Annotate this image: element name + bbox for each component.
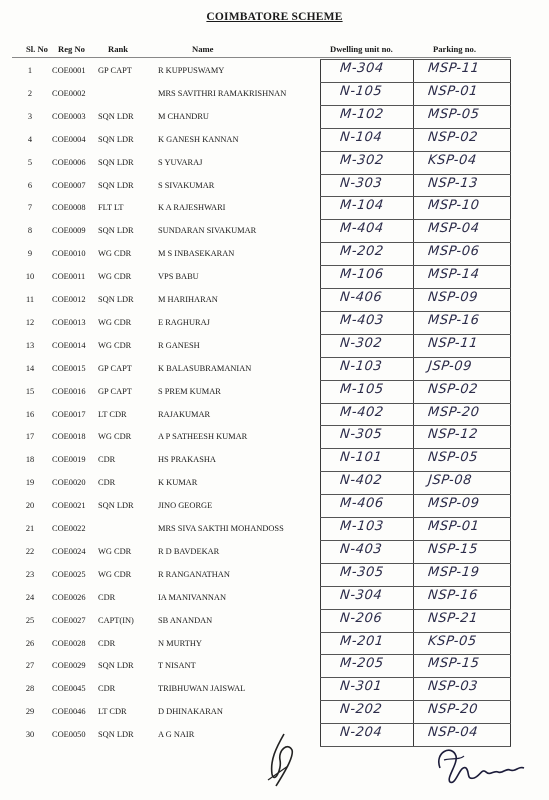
row-reg-no: COE0003 <box>52 111 86 121</box>
row-parking-no: KSP-05 <box>427 633 478 649</box>
row-reg-no: COE0025 <box>52 569 86 579</box>
row-sl-no: 22 <box>25 546 35 556</box>
row-rule <box>320 471 511 472</box>
table-row <box>0 311 549 334</box>
row-sl-no: 8 <box>27 226 33 236</box>
row-dwelling-unit: M-201 <box>339 633 385 649</box>
row-sl-no: 16 <box>25 409 35 419</box>
row-reg-no: COE0013 <box>52 317 86 327</box>
row-parking-no: NSP-11 <box>427 335 479 351</box>
row-rule <box>320 563 511 564</box>
row-parking-no: NSP-03 <box>427 679 479 695</box>
header-parking: Parking no. <box>433 44 476 54</box>
row-name: N MURTHY <box>158 638 202 648</box>
table-row <box>0 265 549 288</box>
row-rule <box>320 82 511 83</box>
row-sl-no: 18 <box>25 455 35 465</box>
row-dwelling-unit: N-206 <box>339 610 384 626</box>
row-rank: WG CDR <box>98 340 132 350</box>
row-sl-no: 28 <box>25 684 35 694</box>
row-name: HS PRAKASHA <box>158 455 216 465</box>
page-title: COIMBATORE SCHEME <box>206 11 343 23</box>
table-header <box>0 44 549 58</box>
table-row <box>0 403 549 426</box>
row-name: IA MANIVANNAN <box>158 592 227 602</box>
row-dwelling-unit: M-406 <box>339 496 385 512</box>
row-dwelling-unit: N-105 <box>339 83 384 99</box>
row-rule <box>320 448 511 449</box>
row-dwelling-unit: M-105 <box>339 381 385 397</box>
row-rank: LT CDR <box>98 409 127 419</box>
row-reg-no: COE0001 <box>52 66 86 75</box>
row-parking-no: NSP-09 <box>427 290 479 305</box>
row-name: R KUPPUSWAMY <box>158 66 225 75</box>
row-reg-no: COE0017 <box>52 409 86 419</box>
row-dwelling-unit: M-302 <box>339 152 385 168</box>
row-rank: GP CAPT <box>98 386 132 396</box>
row-reg-no: COE0024 <box>52 546 86 556</box>
table-row <box>0 586 549 609</box>
row-reg-no: COE0016 <box>52 386 86 396</box>
row-sl-no: 3 <box>27 111 33 121</box>
row-parking-no: MSP-06 <box>427 244 481 260</box>
table-row <box>0 563 549 586</box>
row-sl-no: 7 <box>27 203 33 213</box>
row-rule <box>320 723 511 724</box>
row-parking-no: KSP-04 <box>427 152 478 168</box>
row-reg-no: COE0050 <box>52 730 86 740</box>
row-reg-no: COE0021 <box>52 501 86 511</box>
row-dwelling-unit: N-104 <box>339 129 384 145</box>
header-name: Name <box>192 44 214 54</box>
row-reg-no: COE0022 <box>52 524 86 533</box>
row-sl-no: 21 <box>25 524 35 533</box>
row-sl-no: 20 <box>25 501 35 511</box>
row-rank: CDR <box>98 455 116 465</box>
row-dwelling-unit: M-102 <box>339 106 385 122</box>
row-reg-no: COE0014 <box>52 340 86 350</box>
table-row <box>0 174 549 197</box>
row-parking-no: MSP-19 <box>427 564 481 580</box>
table-row <box>0 219 549 242</box>
row-parking-no: MSP-09 <box>427 496 481 512</box>
row-sl-no: 11 <box>25 295 35 304</box>
row-rule <box>320 494 511 495</box>
row-name: MRS SIVA SAKTHI MOHANDOSS <box>158 524 284 533</box>
header-rank: Rank <box>108 44 129 54</box>
row-dwelling-unit: M-202 <box>339 244 385 260</box>
row-rank: WG CDR <box>98 546 132 556</box>
table-row <box>0 677 549 700</box>
table-row <box>0 448 549 471</box>
row-rule <box>320 151 511 152</box>
row-name: E RAGHURAJ <box>158 317 210 327</box>
row-rule <box>320 59 511 60</box>
row-parking-no: NSP-02 <box>427 381 479 397</box>
row-parking-no: MSP-14 <box>427 267 481 283</box>
row-rank: WG CDR <box>98 272 132 282</box>
row-rule <box>320 174 511 175</box>
row-rank: SQN LDR <box>98 226 134 236</box>
row-name: M S INBASEKARAN <box>158 249 235 259</box>
row-rule <box>320 425 511 426</box>
row-rule <box>320 288 511 289</box>
row-dwelling-unit: N-202 <box>339 702 384 718</box>
row-sl-no: 29 <box>25 707 35 717</box>
row-name: R GANESH <box>158 340 200 350</box>
row-name: K KUMAR <box>158 478 198 488</box>
row-rank: SQN LDR <box>98 661 134 671</box>
row-sl-no: 27 <box>25 661 35 671</box>
row-dwelling-unit: N-301 <box>339 679 384 695</box>
row-parking-no: MSP-11 <box>427 61 481 76</box>
row-sl-no: 15 <box>25 386 35 396</box>
row-dwelling-unit: M-304 <box>339 61 385 76</box>
row-sl-no: 14 <box>25 363 35 373</box>
table-row <box>0 105 549 128</box>
row-dwelling-unit: N-304 <box>339 587 384 603</box>
row-name: JINO GEORGE <box>158 501 213 511</box>
row-name: T NISANT <box>158 661 196 671</box>
row-dwelling-unit: N-403 <box>339 541 384 557</box>
table-row <box>0 357 549 380</box>
row-rank: LT CDR <box>98 707 127 717</box>
row-rule <box>320 196 511 197</box>
row-rank: CDR <box>98 592 116 602</box>
row-reg-no: COE0046 <box>52 707 86 717</box>
row-sl-no: 17 <box>25 432 35 442</box>
row-rank: FLT LT <box>98 203 124 213</box>
row-reg-no: COE0026 <box>52 592 86 602</box>
row-name: S YUVARAJ <box>158 157 203 167</box>
row-reg-no: COE0006 <box>52 157 86 167</box>
row-parking-no: JSP-09 <box>427 358 473 374</box>
row-sl-no: 26 <box>25 638 35 648</box>
row-dwelling-unit: M-103 <box>339 519 385 534</box>
row-dwelling-unit: N-305 <box>339 427 384 443</box>
row-parking-no: NSP-20 <box>427 702 479 718</box>
row-sl-no: 9 <box>27 249 33 259</box>
row-rule <box>320 265 511 266</box>
row-reg-no: COE0007 <box>52 180 86 190</box>
row-reg-no: COE0028 <box>52 638 86 648</box>
row-rank: SQN LDR <box>98 111 134 121</box>
row-sl-no: 23 <box>25 569 35 579</box>
row-rank: WG CDR <box>98 569 132 579</box>
row-name: S SIVAKUMAR <box>158 180 215 190</box>
row-name: A P SATHEESH KUMAR <box>158 432 248 442</box>
row-parking-no: MSP-20 <box>427 404 481 420</box>
row-rank: WG CDR <box>98 249 132 259</box>
row-rule <box>320 746 511 747</box>
row-rule <box>320 219 511 220</box>
row-name: K BALASUBRAMANIAN <box>158 363 252 373</box>
row-rank: SQN LDR <box>98 180 134 190</box>
row-rule <box>320 128 511 129</box>
row-rule <box>320 357 511 358</box>
row-parking-no: MSP-04 <box>427 221 481 237</box>
row-dwelling-unit: N-402 <box>339 473 384 489</box>
row-rule <box>320 654 511 655</box>
row-parking-no: MSP-05 <box>427 106 481 122</box>
row-rank: GP CAPT <box>98 363 132 373</box>
table-row <box>0 196 549 219</box>
row-reg-no: COE0015 <box>52 363 86 373</box>
row-name: K A RAJESHWARI <box>158 203 226 213</box>
row-reg-no: COE0011 <box>52 272 86 282</box>
row-rule <box>320 677 511 678</box>
row-dwelling-unit: M-205 <box>339 656 385 672</box>
row-reg-no: COE0009 <box>52 226 86 236</box>
table-row <box>0 128 549 151</box>
row-sl-no: 25 <box>25 615 35 625</box>
row-reg-no: COE0008 <box>52 203 86 213</box>
row-dwelling-unit: N-204 <box>339 725 384 741</box>
table-row <box>0 82 549 105</box>
row-rank: WG CDR <box>98 432 132 442</box>
row-rank: CDR <box>98 684 116 694</box>
row-parking-no: NSP-02 <box>427 129 479 145</box>
row-reg-no: COE0027 <box>52 615 86 625</box>
row-sl-no: 24 <box>25 592 35 602</box>
row-dwelling-unit: M-106 <box>339 267 385 283</box>
row-parking-no: NSP-15 <box>427 541 479 557</box>
row-parking-no: MSP-15 <box>427 656 481 672</box>
row-parking-no: MSP-01 <box>427 519 481 534</box>
table-row <box>0 517 549 540</box>
row-rank: SQN LDR <box>98 295 134 304</box>
row-reg-no: COE0029 <box>52 661 86 671</box>
row-dwelling-unit: M-402 <box>339 404 385 420</box>
row-dwelling-unit: N-302 <box>339 335 384 351</box>
row-reg-no: COE0004 <box>52 134 86 144</box>
table-row <box>0 609 549 632</box>
row-rule <box>320 334 511 335</box>
table-row <box>0 380 549 403</box>
row-dwelling-unit: M-403 <box>339 312 385 328</box>
row-rank: CAPT(IN) <box>98 615 134 625</box>
row-dwelling-unit: N-406 <box>339 290 384 305</box>
row-name: VPS BABU <box>158 272 199 282</box>
row-rank: SQN LDR <box>98 501 134 511</box>
row-rule <box>320 609 511 610</box>
row-rank: WG CDR <box>98 317 132 327</box>
row-dwelling-unit: N-103 <box>339 358 384 374</box>
row-name: SB ANANDAN <box>158 615 213 625</box>
table-row <box>0 632 549 655</box>
row-name: S PREM KUMAR <box>158 386 221 396</box>
row-sl-no: 2 <box>27 88 33 98</box>
table-row <box>0 288 549 311</box>
table-row <box>0 471 549 494</box>
row-reg-no: COE0045 <box>52 684 86 694</box>
table-row <box>0 540 549 563</box>
row-dwelling-unit: M-404 <box>339 221 385 237</box>
header-dwelling-unit: Dwelling unit no. <box>330 44 393 54</box>
header-sl-no: Sl. No <box>26 44 48 54</box>
row-name: SUNDARAN SIVAKUMAR <box>158 226 257 236</box>
row-parking-no: NSP-01 <box>427 83 479 99</box>
row-reg-no: COE0018 <box>52 432 86 442</box>
row-name: TRIBHUWAN JAISWAL <box>158 684 246 694</box>
row-name: RAJAKUMAR <box>158 409 211 419</box>
row-rule <box>320 586 511 587</box>
table-row <box>0 59 549 82</box>
row-name: MRS SAVITHRI RAMAKRISHNAN <box>158 88 287 98</box>
row-rank: CDR <box>98 478 116 488</box>
row-rank: SQN LDR <box>98 134 134 144</box>
row-dwelling-unit: N-101 <box>339 450 384 466</box>
table-row <box>0 700 549 723</box>
row-rank: SQN LDR <box>98 157 134 167</box>
row-parking-no: NSP-05 <box>427 450 479 466</box>
table-row <box>0 242 549 265</box>
row-rule <box>320 403 511 404</box>
row-name: M HARIHARAN <box>158 295 218 304</box>
row-sl-no: 6 <box>27 180 33 190</box>
row-sl-no: 30 <box>25 730 35 740</box>
row-sl-no: 1 <box>27 66 33 75</box>
signature-mark <box>262 730 302 790</box>
row-parking-no: MSP-16 <box>427 312 481 328</box>
row-sl-no: 12 <box>25 317 35 327</box>
table-row <box>0 425 549 448</box>
header-reg-no: Reg No <box>58 44 85 54</box>
row-rank: CDR <box>98 638 116 648</box>
row-parking-no: NSP-21 <box>427 610 479 626</box>
row-parking-no: NSP-16 <box>427 587 479 603</box>
row-name: R D BAVDEKAR <box>158 546 220 556</box>
row-rule <box>320 242 511 243</box>
row-rank: GP CAPT <box>98 66 132 75</box>
row-rule <box>320 311 511 312</box>
row-rule <box>320 105 511 106</box>
row-rule <box>320 380 511 381</box>
table-row <box>0 654 549 677</box>
table-row <box>0 334 549 357</box>
row-name: M CHANDRU <box>158 111 209 121</box>
row-rule <box>320 632 511 633</box>
row-parking-no: JSP-08 <box>427 473 473 489</box>
row-reg-no: COE0020 <box>52 478 86 488</box>
row-parking-no: NSP-12 <box>427 427 479 443</box>
row-name: R RANGANATHAN <box>158 569 230 579</box>
row-sl-no: 19 <box>25 478 35 488</box>
row-dwelling-unit: M-305 <box>339 564 385 580</box>
row-dwelling-unit: N-303 <box>339 175 384 191</box>
row-sl-no: 4 <box>27 134 33 144</box>
row-rule <box>320 517 511 518</box>
row-dwelling-unit: M-104 <box>339 198 385 214</box>
row-parking-no: NSP-04 <box>427 725 479 741</box>
row-sl-no: 13 <box>25 340 35 350</box>
row-reg-no: COE0002 <box>52 88 86 98</box>
row-reg-no: COE0019 <box>52 455 86 465</box>
row-name: D DHINAKARAN <box>158 707 223 717</box>
row-name: K GANESH KANNAN <box>158 134 239 144</box>
row-sl-no: 5 <box>27 157 33 167</box>
row-rule <box>320 540 511 541</box>
row-parking-no: NSP-13 <box>427 175 479 191</box>
row-name: A G NAIR <box>158 730 195 740</box>
header-rule <box>12 57 511 58</box>
row-rank: SQN LDR <box>98 730 134 740</box>
table-row <box>0 494 549 517</box>
row-reg-no: COE0012 <box>52 295 86 304</box>
row-parking-no: MSP-10 <box>427 198 481 214</box>
row-rule <box>320 700 511 701</box>
table-row <box>0 151 549 174</box>
row-sl-no: 10 <box>25 272 35 282</box>
row-reg-no: COE0010 <box>52 249 86 259</box>
